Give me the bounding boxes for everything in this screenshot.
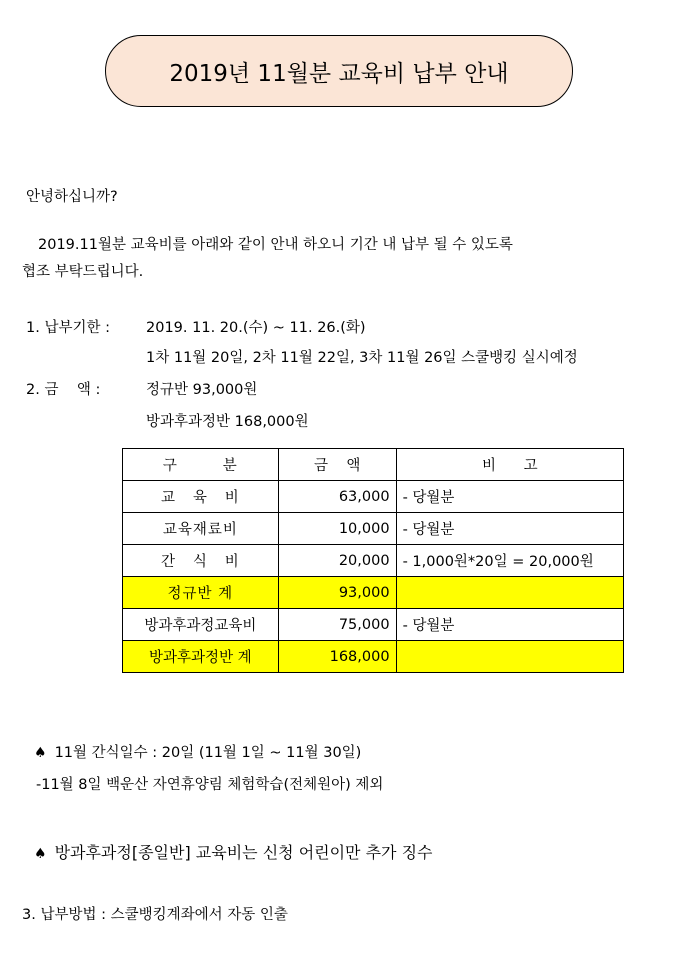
table-row xyxy=(123,545,624,577)
amount-regular: 정규반 93,000원 xyxy=(146,382,258,398)
deadline-label: 1. 납부기한 : xyxy=(26,320,110,336)
row-note xyxy=(396,641,623,673)
row-label: 교 육 비 xyxy=(123,481,279,513)
row-note: - 1,000원*20일 = 20,000원 xyxy=(396,545,623,577)
amount-label: 2. 금 액 : xyxy=(26,382,101,398)
table-header-row xyxy=(123,449,624,481)
deadline-detail: 1차 11월 20일, 2차 11월 22일, 3차 11월 26일 스쿨뱅킹 실시예정 xyxy=(146,350,578,366)
row-amount: 10,000 xyxy=(278,513,396,545)
row-label: 교육재료비 xyxy=(123,513,279,545)
snack-days-note xyxy=(34,741,361,762)
afterschool-fee-note xyxy=(34,840,433,863)
header-category: 구 분 xyxy=(123,449,279,481)
greeting: 안녕하십니까? xyxy=(26,189,118,205)
amount-afterschool: 방과후과정반 168,000원 xyxy=(146,414,309,430)
row-amount: 93,000 xyxy=(278,577,396,609)
table-row-subtotal-regular xyxy=(123,577,624,609)
row-note xyxy=(396,577,623,609)
snack-days-exception: -11월 8일 백운산 자연휴양림 체험학습(전체원아) 제외 xyxy=(36,777,384,793)
intro-line-2: 협조 부탁드립니다. xyxy=(22,264,144,280)
row-note: - 당월분 xyxy=(396,609,623,641)
row-amount: 75,000 xyxy=(278,609,396,641)
payment-method: 3. 납부방법 : 스쿨뱅킹계좌에서 자동 인출 xyxy=(22,907,288,923)
snack-days-text: 11월 간식일수 : 20일 (11월 1일 ~ 11월 30일) xyxy=(54,745,362,761)
row-label: 간 식 비 xyxy=(123,545,279,577)
row-label: 정규반 계 xyxy=(123,577,279,609)
table-row xyxy=(123,481,624,513)
row-note: - 당월분 xyxy=(396,513,623,545)
table-row xyxy=(123,513,624,545)
deadline-value: 2019. 11. 20.(수) ~ 11. 26.(화) xyxy=(146,320,366,336)
row-amount: 63,000 xyxy=(278,481,396,513)
spade-icon: ♠ xyxy=(34,745,47,761)
intro-line-1: 2019.11월분 교육비를 아래와 같이 안내 하오니 기간 내 납부 될 수 있도록 xyxy=(38,237,513,253)
row-amount: 20,000 xyxy=(278,545,396,577)
row-label: 방과후과정반 계 xyxy=(123,641,279,673)
spade-icon: ♠ xyxy=(34,846,47,862)
afterschool-fee-text: 방과후과정[종일반] 교육비는 신청 어린이만 추가 징수 xyxy=(54,843,433,862)
header-note: 비 고 xyxy=(396,449,623,481)
row-amount: 168,000 xyxy=(278,641,396,673)
fee-table xyxy=(122,448,624,673)
row-label: 방과후과정교육비 xyxy=(123,609,279,641)
table-row xyxy=(123,609,624,641)
table-row-subtotal-afterschool xyxy=(123,641,624,673)
page-title: 2019년 11월분 교육비 납부 안내 xyxy=(105,35,573,107)
header-amount: 금 액 xyxy=(278,449,396,481)
row-note: - 당월분 xyxy=(396,481,623,513)
